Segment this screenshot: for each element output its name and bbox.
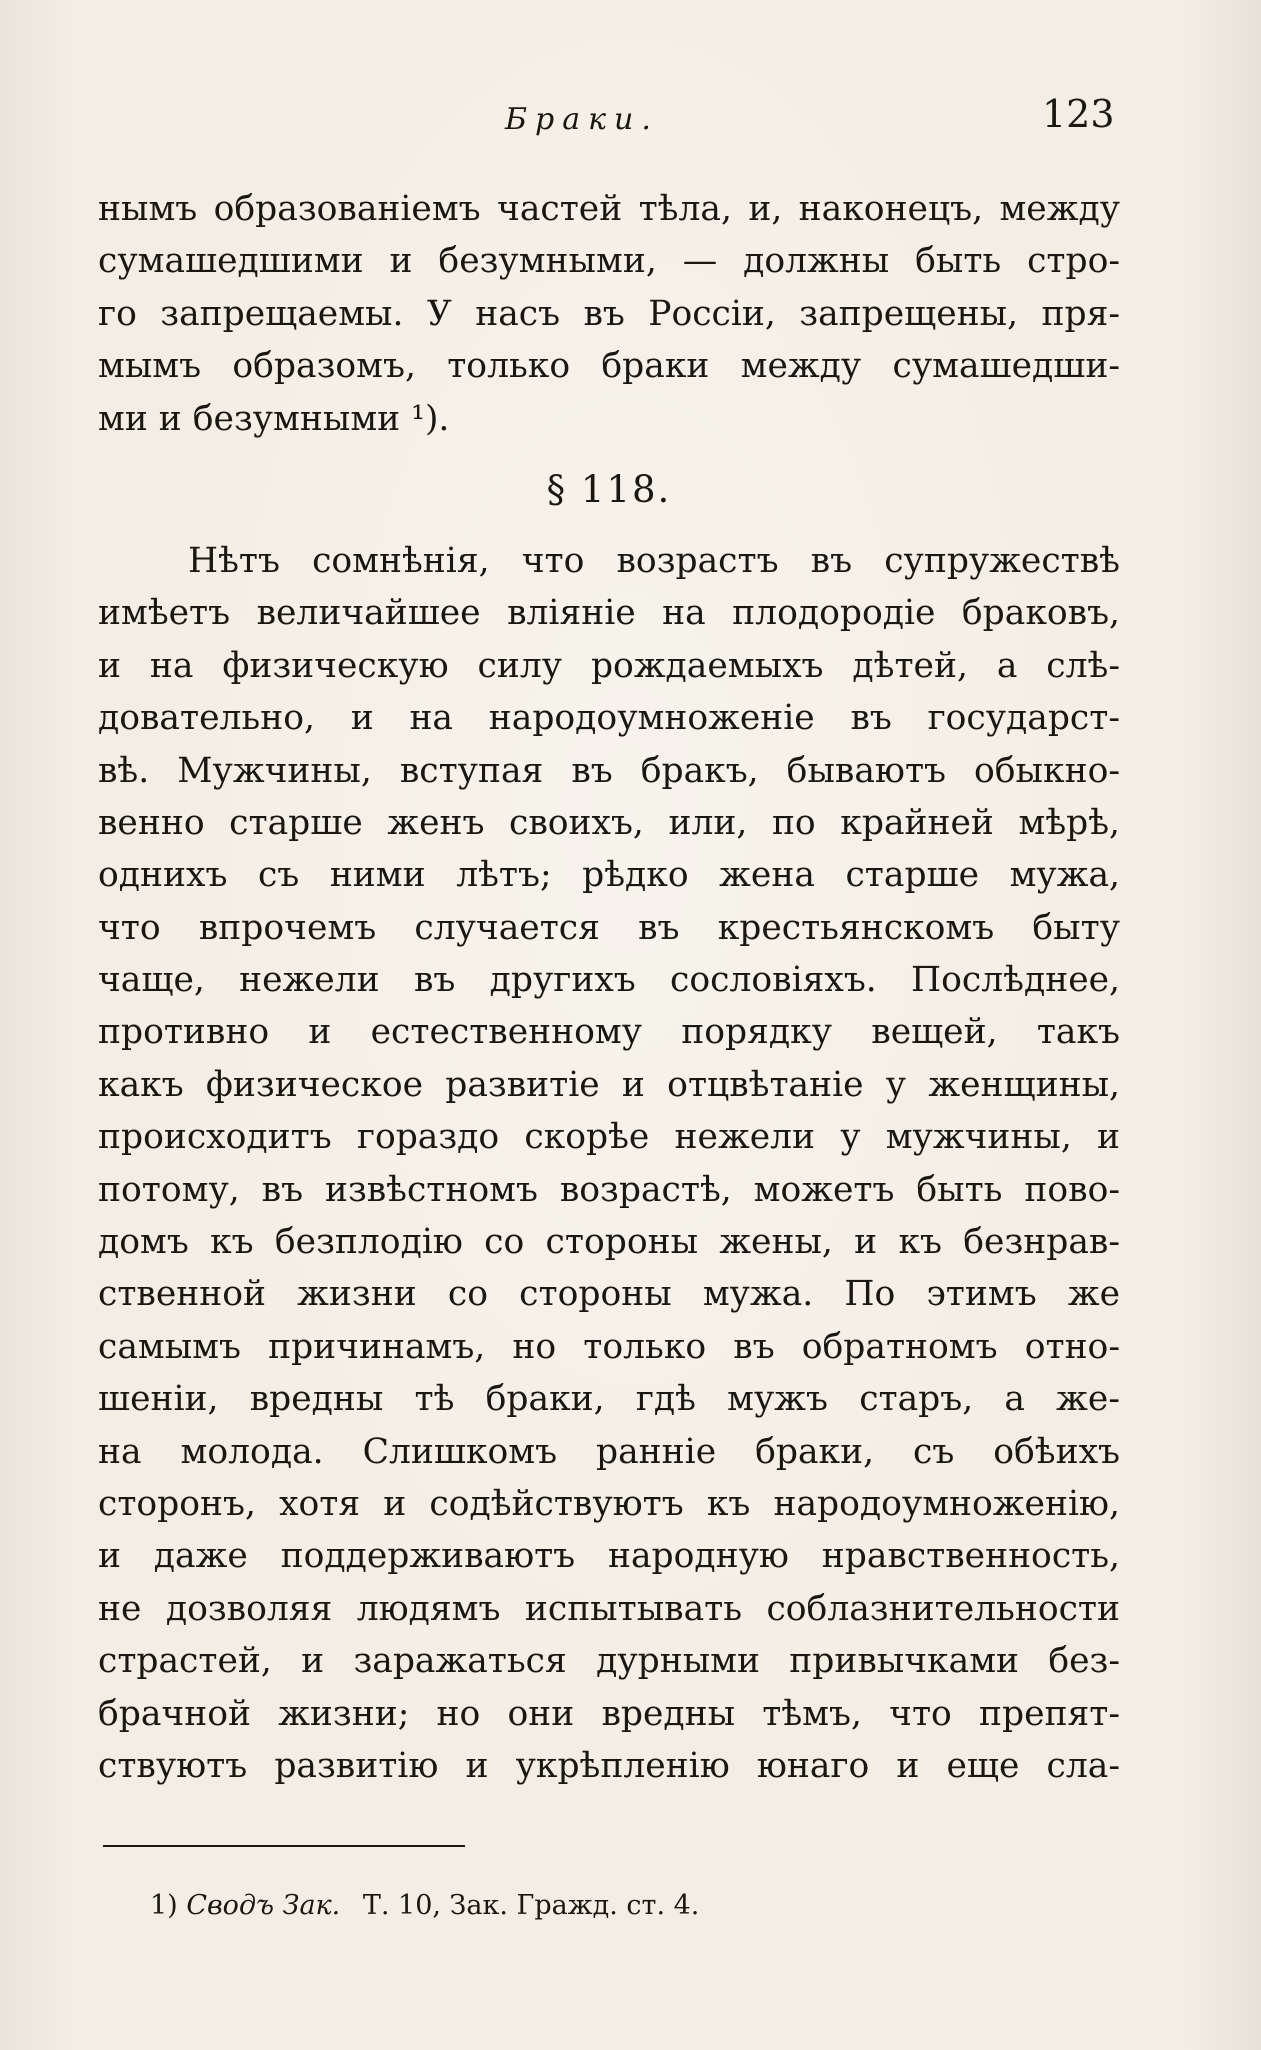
text-line: ственной жизни со стороны мужа. По этимъ же bbox=[98, 1274, 1120, 1315]
footnote-marker: 1) bbox=[150, 1890, 178, 1921]
text-line: шеніи, вредны тѣ браки, гдѣ мужъ старъ, а же- bbox=[98, 1379, 1120, 1420]
text-line: Нѣтъ сомнѣнія, что возрастъ въ супружествѣ bbox=[188, 540, 1120, 581]
footnote-source: Сводъ Зак. bbox=[186, 1890, 341, 1921]
text-line: ствуютъ развитію и укрѣпленію юнаго и еще сла- bbox=[98, 1745, 1120, 1786]
paragraph-1 bbox=[98, 183, 1120, 445]
text-line: брачной жизни; но они вредны тѣмъ, что препят- bbox=[98, 1693, 1120, 1734]
text-line: сторонъ, хотя и содѣйствуютъ къ народоумноженію, bbox=[98, 1483, 1120, 1524]
running-title: Браки. bbox=[505, 102, 659, 137]
text-line: не дозволяя людямъ испытывать соблазнительности bbox=[98, 1588, 1120, 1629]
text-line: венно старше женъ своихъ, или, по крайней мѣрѣ, bbox=[98, 802, 1120, 843]
text-line: какъ физическое развитіе и отцвѣтаніе у женщины, bbox=[98, 1064, 1120, 1105]
paragraph-2 bbox=[98, 535, 1120, 1792]
text-line: на молода. Слишкомъ ранніе браки, съ обѣихъ bbox=[98, 1431, 1120, 1472]
section-heading: § 118. bbox=[546, 467, 672, 511]
text-line: довательно, и на народоумноженіе въ государст- bbox=[98, 698, 1120, 739]
text-line: нымъ образованіемъ частей тѣла, и, наконецъ, между bbox=[98, 189, 1120, 229]
text-line: самымъ причинамъ, но только въ обратномъ отно- bbox=[98, 1326, 1120, 1367]
text-line: противно и естественному порядку вещей, такъ bbox=[98, 1012, 1120, 1053]
text-line: сумашедшими и безумными, — должны быть стро- bbox=[98, 241, 1120, 282]
text-line: ми и безумными ¹). bbox=[98, 398, 450, 439]
text-block bbox=[98, 183, 1120, 1792]
text-line: чаще, нежели въ другихъ сословіяхъ. Послѣднее, bbox=[98, 960, 1120, 1001]
text-line: и на физическую силу рождаемыхъ дѣтей, а слѣ- bbox=[98, 645, 1120, 686]
text-line: вѣ. Мужчины, вступая въ бракъ, бываютъ обыкно- bbox=[98, 750, 1120, 791]
footnote-rule bbox=[103, 1845, 465, 1847]
text-line: го запрещаемы. У насъ въ Россіи, запрещены, пря- bbox=[98, 293, 1120, 334]
text-line: потому, въ извѣстномъ возрастѣ, можетъ быть пово- bbox=[98, 1169, 1120, 1210]
footnote bbox=[150, 1890, 699, 1921]
text-line: происходитъ гораздо скорѣе нежели у мужчины, и bbox=[98, 1117, 1120, 1158]
text-line: домъ къ безплодію со стороны жены, и къ безнрав- bbox=[98, 1222, 1120, 1263]
page-number: 123 bbox=[1042, 92, 1115, 136]
text-line: что впрочемъ случается въ крестьянскомъ быту bbox=[98, 907, 1120, 948]
footnote-reference: Т. 10, Зак. Гражд. ст. 4. bbox=[362, 1890, 700, 1921]
text-line: и даже поддерживаютъ народную нравственность, bbox=[98, 1536, 1120, 1577]
text-line: однихъ съ ними лѣтъ; рѣдко жена старше мужа, bbox=[98, 855, 1120, 896]
text-line: мымъ образомъ, только браки между сумашедши- bbox=[98, 346, 1120, 387]
text-line: страстей, и заражаться дурными привычками без- bbox=[98, 1641, 1120, 1682]
running-head bbox=[0, 92, 1261, 142]
text-line: имѣетъ величайшее вліяніе на плодородіе браковъ, bbox=[98, 593, 1120, 634]
